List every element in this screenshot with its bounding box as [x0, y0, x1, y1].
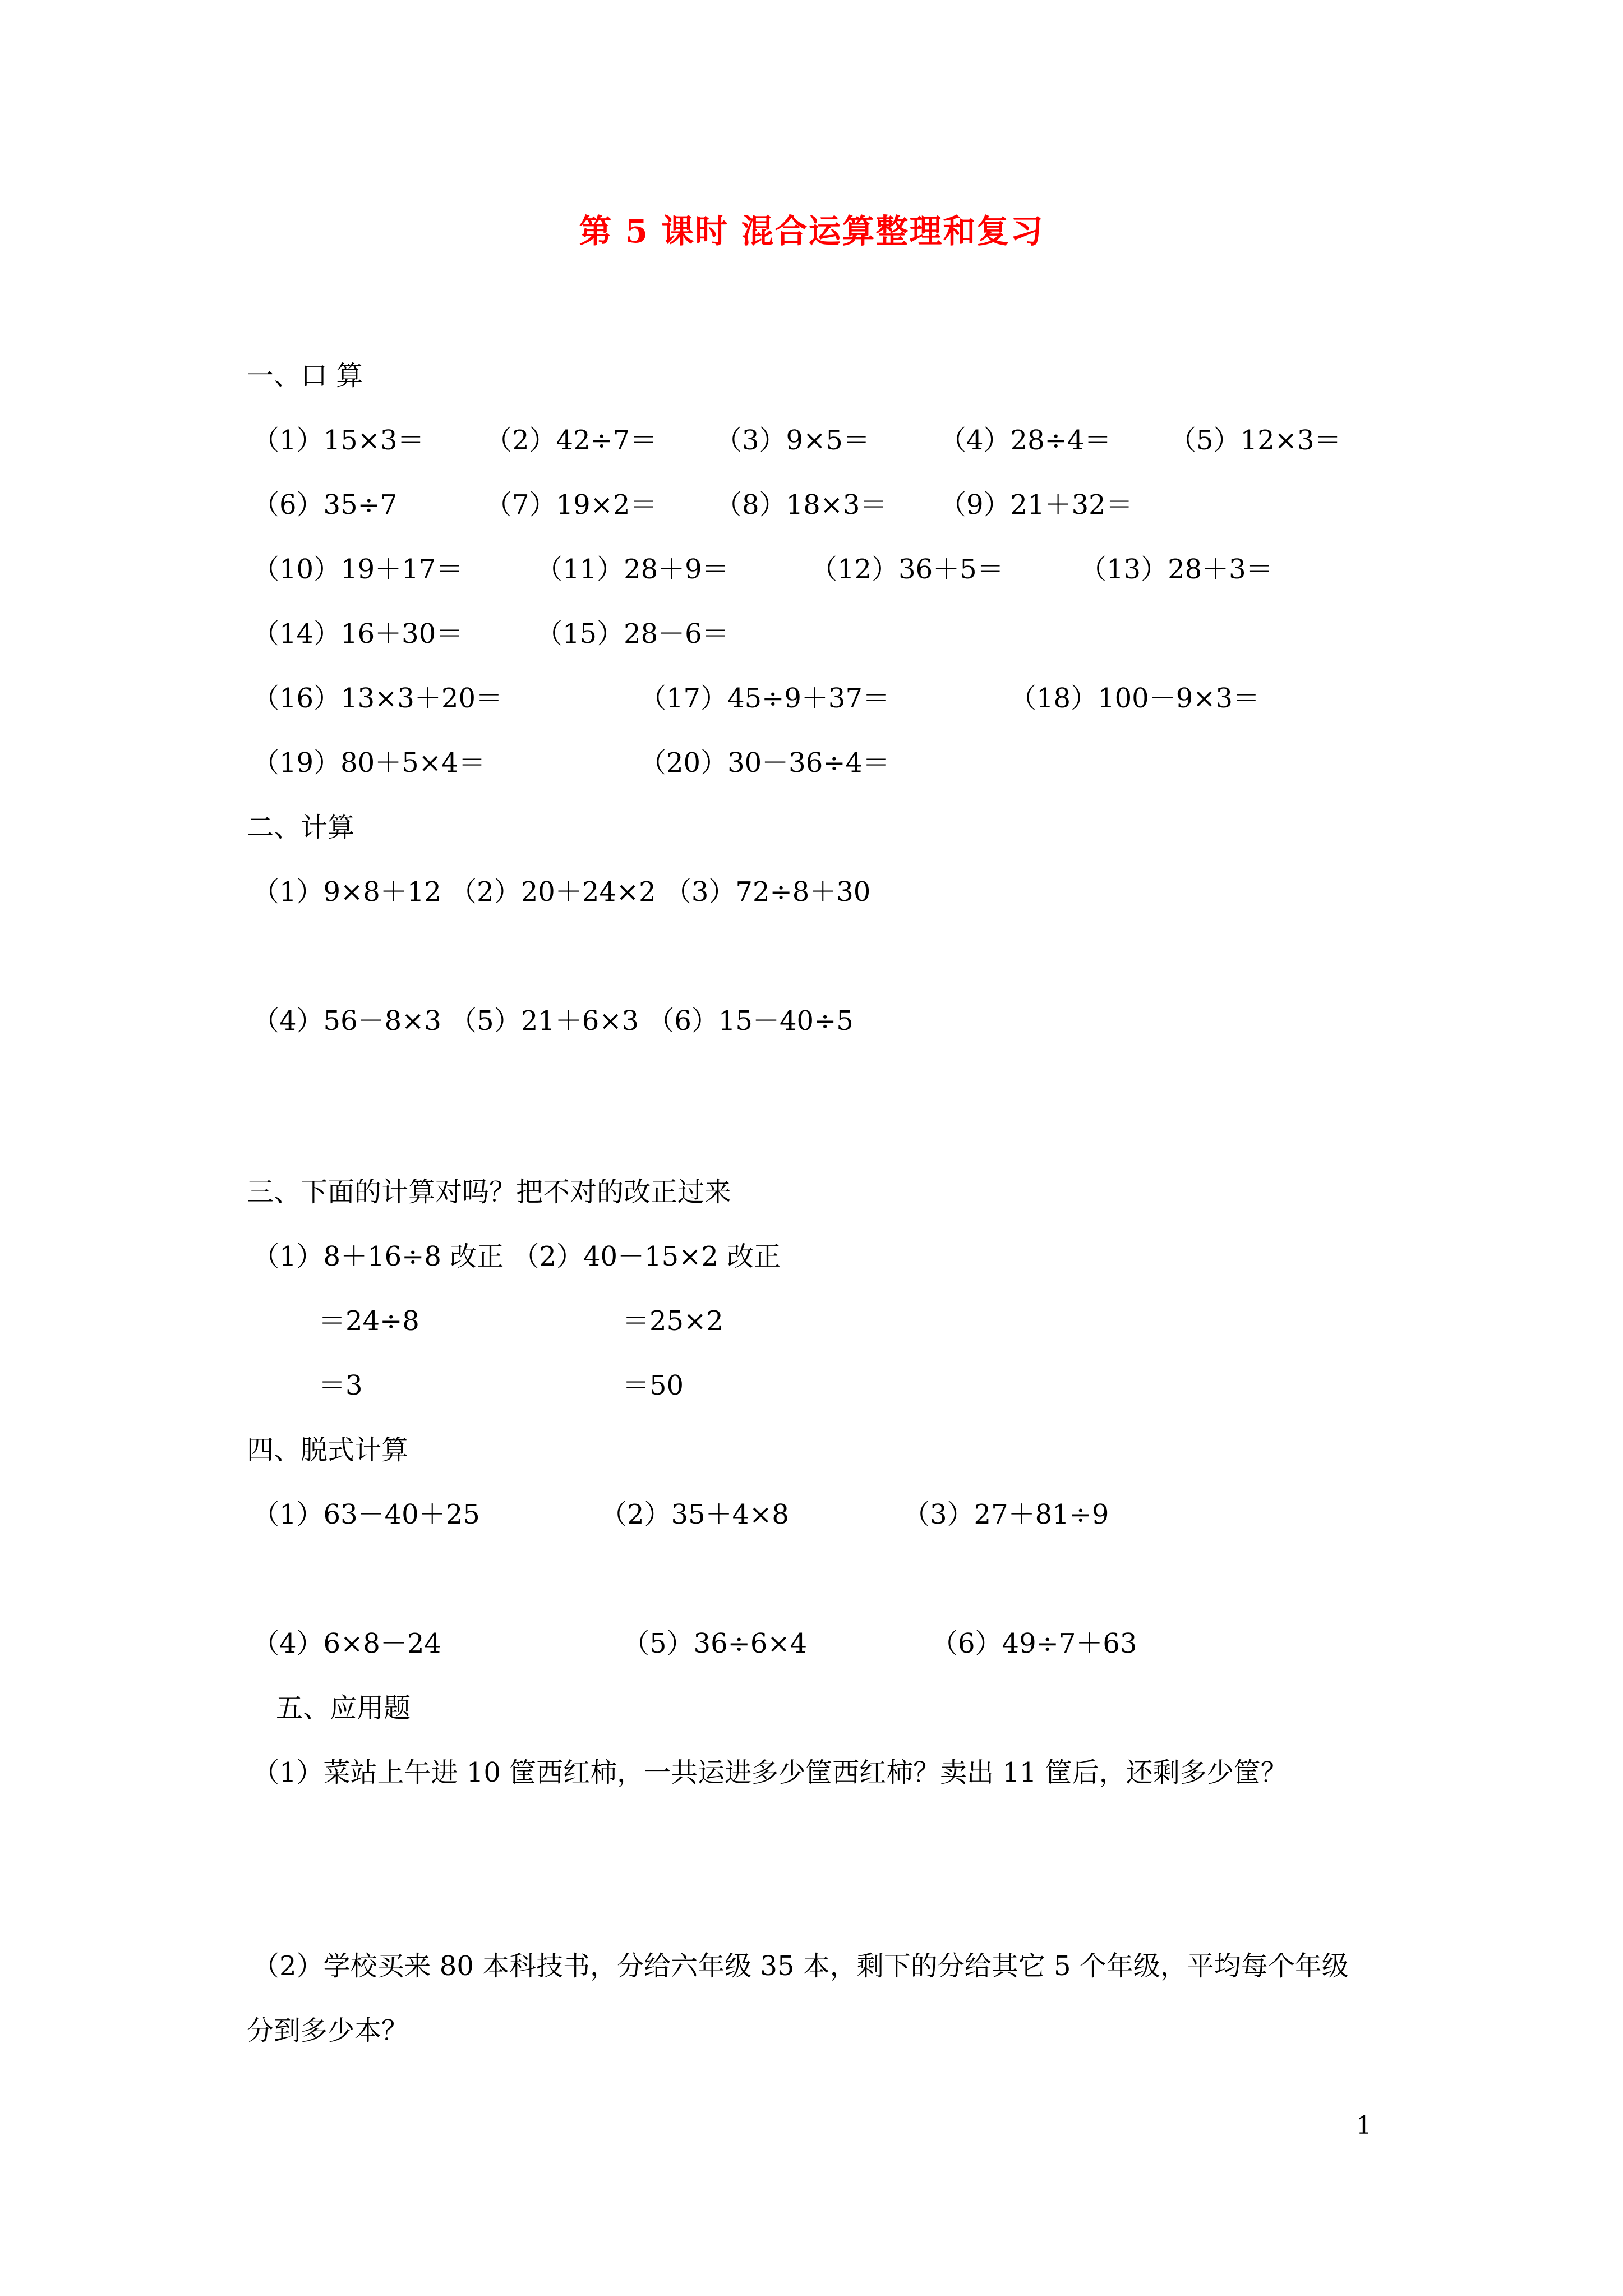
- page-title: 第 5 课时 混合运算整理和复习: [579, 212, 1044, 250]
- word-problem-2-line-1: （2）学校买来 80 本科技书，分给六年级 35 本，剩下的分给其它 5 个年级，平均每个年级: [252, 1950, 1349, 1982]
- oral-item-7: （7）19×2＝: [485, 489, 657, 521]
- oral-item-20: （20）30－36÷4＝: [639, 747, 889, 779]
- stepwise-item-3: （3）27＋81÷9: [903, 1499, 1109, 1530]
- stepwise-item-1: （1）63－40＋25: [252, 1499, 480, 1530]
- oral-item-8: （8）18×3＝: [715, 489, 887, 521]
- oral-item-13: （13）28＋3＝: [1080, 554, 1273, 585]
- page-number: 1: [1356, 2111, 1372, 2140]
- oral-item-6: （6）35÷7: [252, 489, 398, 521]
- oral-item-2: （2）42÷7＝: [485, 425, 657, 456]
- oral-item-17: （17）45÷9＋37＝: [639, 683, 889, 714]
- word-problem-2-line-2: 分到多少本？: [247, 2015, 409, 2046]
- stepwise-item-5: （5）36÷6×4: [623, 1628, 808, 1659]
- oral-item-12: （12）36＋5＝: [810, 554, 1004, 585]
- oral-item-18: （18）100－9×3＝: [1009, 683, 1260, 714]
- check-step-1b: ＝25×2: [623, 1305, 723, 1337]
- oral-item-14: （14）16＋30＝: [252, 618, 463, 650]
- check-step-2b: ＝50: [623, 1370, 684, 1401]
- oral-item-3: （3）9×5＝: [715, 425, 870, 456]
- oral-item-15: （15）28－6＝: [536, 618, 729, 650]
- stepwise-item-6: （6）49÷7＋63: [931, 1628, 1137, 1659]
- section-5-heading: 五、应用题: [276, 1692, 411, 1724]
- oral-item-9: （9）21＋32＝: [939, 489, 1133, 521]
- section-1-heading: 一、口 算: [247, 360, 363, 392]
- word-problem-1: （1）菜站上午进 10 筐西红柿，一共运进多少筐西红柿？卖出 11 筐后，还剩多少筐？: [252, 1757, 1288, 1788]
- oral-item-11: （11）28＋9＝: [536, 554, 729, 585]
- check-step-1a: ＝24÷8: [319, 1305, 419, 1337]
- stepwise-item-2: （2）35＋4×8: [600, 1499, 789, 1530]
- oral-item-10: （10）19＋17＝: [252, 554, 463, 585]
- section-2-heading: 二、计算: [247, 812, 355, 843]
- oral-item-19: （19）80＋5×4＝: [252, 747, 486, 779]
- stepwise-item-4: （4）6×8－24: [252, 1628, 441, 1659]
- oral-item-4: （4）28÷4＝: [939, 425, 1112, 456]
- calc-line-1: （1）9×8＋12 （2）20＋24×2 （3）72÷8＋30: [252, 876, 871, 908]
- check-line-1: （1）8＋16÷8 改正 （2）40－15×2 改正: [252, 1241, 781, 1272]
- section-4-heading: 四、脱式计算: [247, 1434, 409, 1466]
- calc-line-2: （4）56－8×3 （5）21＋6×3 （6）15－40÷5: [252, 1005, 854, 1037]
- oral-item-16: （16）13×3＋20＝: [252, 683, 502, 714]
- oral-item-5: （5）12×3＝: [1169, 425, 1341, 456]
- section-3-heading: 三、下面的计算对吗？把不对的改正过来: [247, 1176, 732, 1208]
- oral-item-1: （1）15×3＝: [252, 425, 425, 456]
- check-step-2a: ＝3: [319, 1370, 363, 1401]
